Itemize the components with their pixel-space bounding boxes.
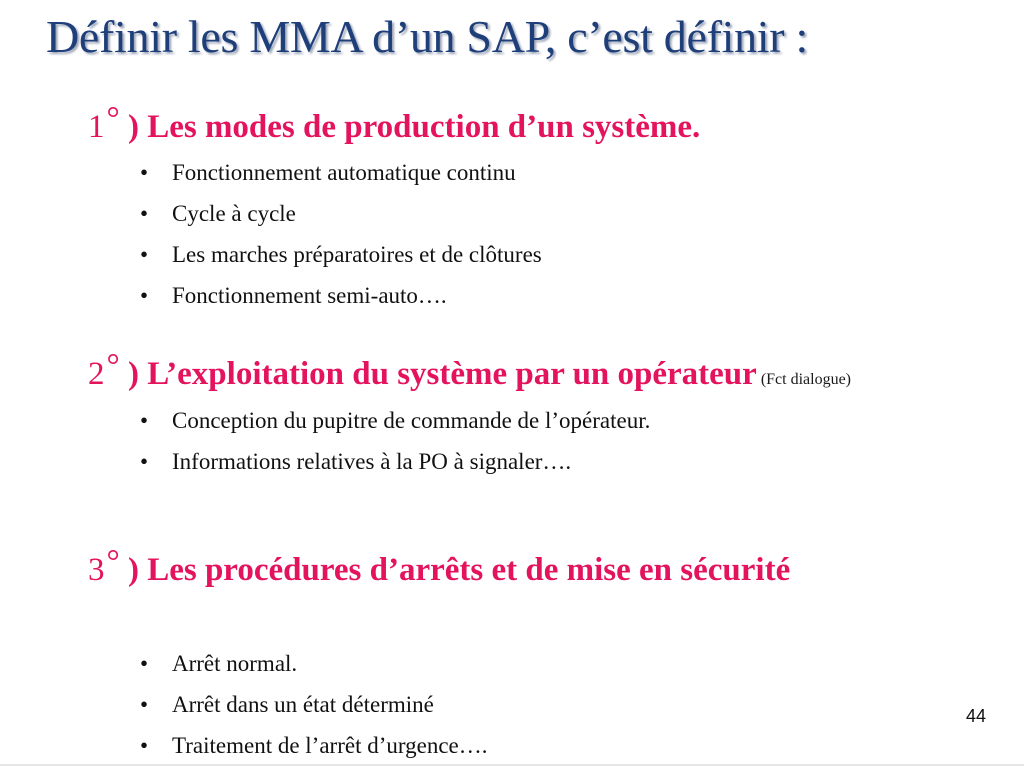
bullet-icon: • xyxy=(140,449,149,474)
section-2-number: 2 xyxy=(88,356,105,392)
section-3-number: 3 xyxy=(88,552,105,588)
section-2-title: ) L’exploitation du système par un opérateur xyxy=(127,356,757,392)
list-item: • Fonctionnement semi-auto…. xyxy=(140,275,542,316)
list-item: • Cycle à cycle xyxy=(140,193,542,234)
section-3-heading xyxy=(88,544,848,592)
section-1-title: ) Les modes de production d’un système. xyxy=(127,109,701,145)
section-2-note: (Fct dialogue) xyxy=(760,371,852,388)
section-3-list xyxy=(140,643,488,766)
footer-divider xyxy=(0,764,1024,766)
bullet-icon: • xyxy=(140,242,149,267)
bullet-icon: • xyxy=(140,733,149,758)
bullet-icon: • xyxy=(140,651,149,676)
list-item: • Informations relatives à la PO à signaler…. xyxy=(140,441,650,482)
list-item: • Traitement de l’arrêt d’urgence…. xyxy=(140,725,488,766)
section-1-number: 1 xyxy=(88,109,105,145)
slide-title: Définir les MMA d’un SAP, c’est définir : xyxy=(46,11,808,62)
list-item: • Les marches préparatoires et de clôtures xyxy=(140,234,542,275)
section-1-heading xyxy=(88,101,701,147)
list-item: • Arrêt dans un état déterminé xyxy=(140,684,488,725)
bullet-icon: • xyxy=(140,201,149,226)
bullet-icon: • xyxy=(140,160,149,185)
degree-symbol: ° xyxy=(106,544,120,580)
list-item: • Conception du pupitre de commande de l’opérateur. xyxy=(140,400,650,441)
bullet-icon: • xyxy=(140,408,149,433)
page-number: 44 xyxy=(966,706,987,726)
list-item: • Arrêt normal. xyxy=(140,643,488,684)
degree-symbol: ° xyxy=(106,348,120,384)
list-item: • Fonctionnement automatique continu xyxy=(140,152,542,193)
section-2-list xyxy=(140,400,650,482)
degree-symbol: ° xyxy=(106,101,120,137)
section-3-title: ) Les procédures d’arrêts et de mise en sécurité xyxy=(127,552,791,588)
bullet-icon: • xyxy=(140,692,149,717)
section-2-heading xyxy=(88,348,852,400)
section-1-list xyxy=(140,152,542,316)
bullet-icon: • xyxy=(140,283,149,308)
